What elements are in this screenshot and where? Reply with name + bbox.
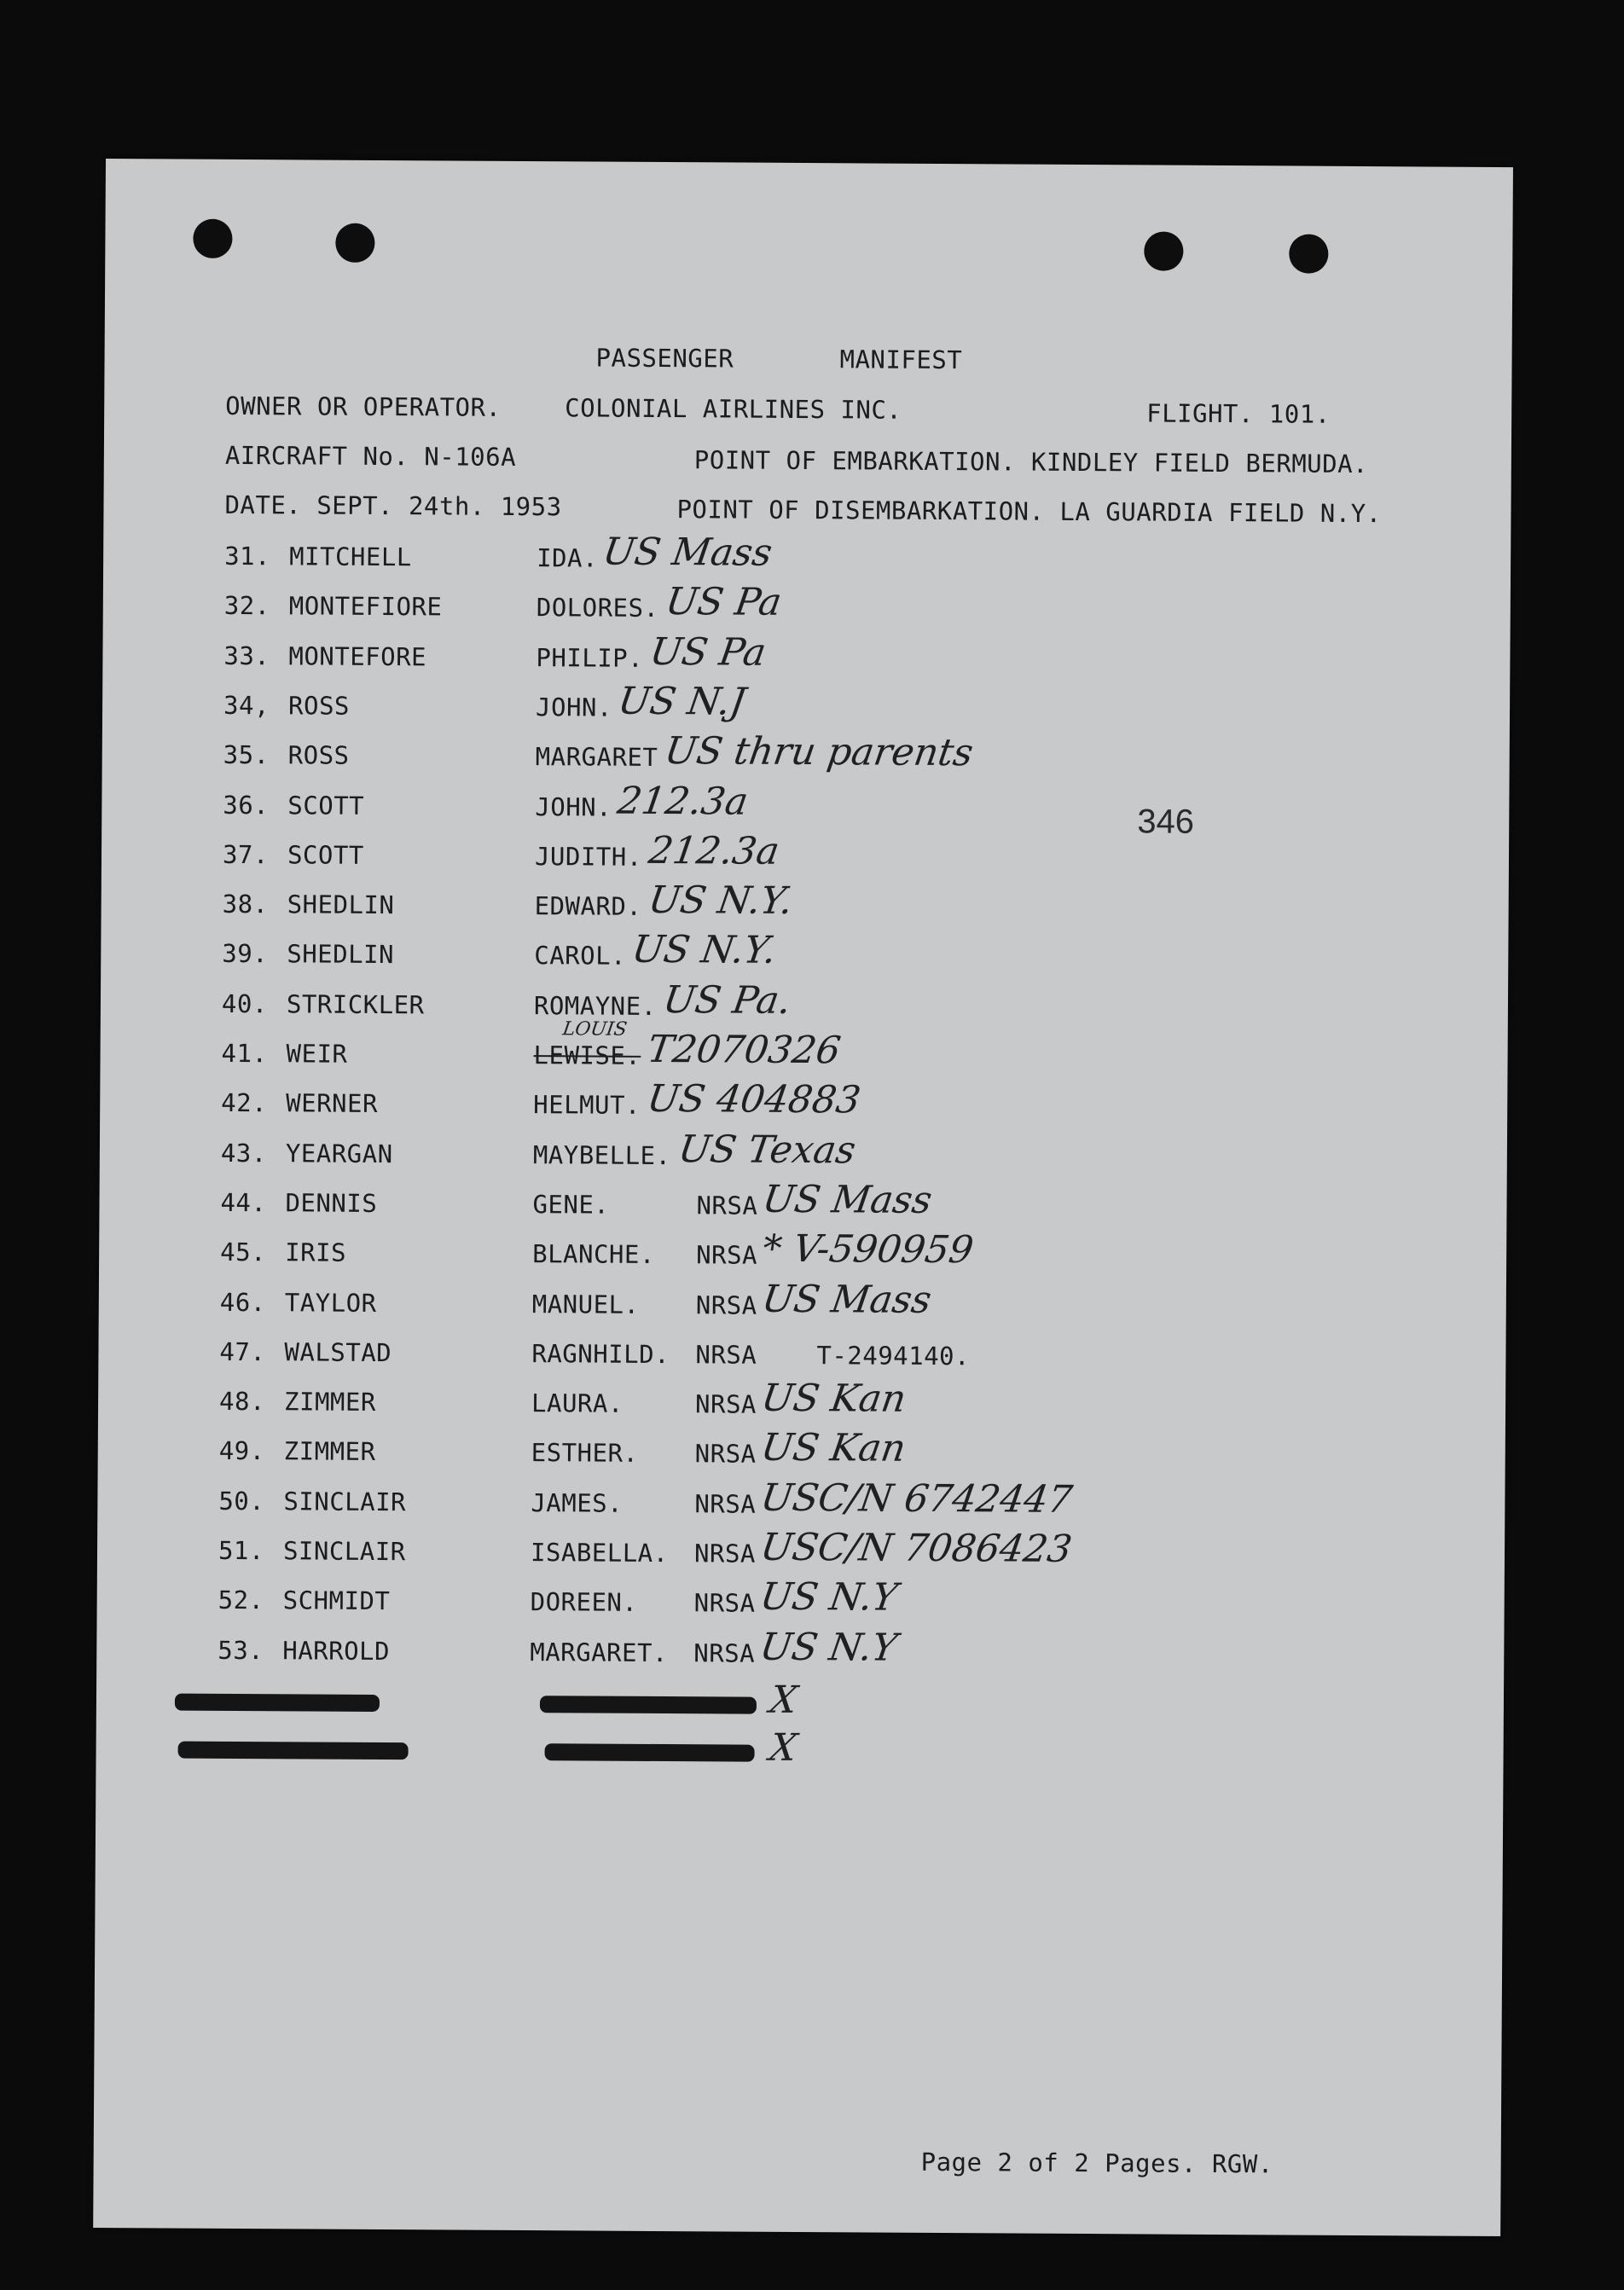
passenger-surname: SINCLAIR: [282, 1536, 406, 1567]
passenger-given-name: MAYBELLE.: [532, 1140, 671, 1171]
passenger-surname: YEARGAN: [285, 1139, 393, 1169]
passenger-number: 41.: [221, 1038, 268, 1069]
passenger-surname: ZIMMER: [283, 1387, 376, 1417]
passenger-surname: MITCHELL: [289, 542, 412, 572]
passenger-surname: MONTEFIORE: [288, 591, 443, 622]
passenger-number: 50.: [218, 1486, 265, 1516]
passenger-surname: SHEDLIN: [287, 939, 395, 970]
aircraft-number: AIRCRAFT No. N-106A: [224, 440, 517, 472]
punch-hole: [193, 219, 232, 258]
passenger-surname: IRIS: [285, 1238, 347, 1267]
passenger-number: 37.: [222, 839, 270, 870]
passenger-given-name: MANUEL.: [531, 1290, 640, 1319]
handwritten-note: US thru parents: [662, 729, 977, 775]
passenger-given-name: EDWARD.: [534, 891, 642, 921]
point-of-embarkation: POINT OF EMBARKATION. KINDLEY FIELD BERMUDA.: [693, 445, 1369, 479]
point-of-disembarkation: POINT OF DISEMBARKATION. LA GUARDIA FIELD N.Y.: [676, 495, 1382, 529]
passenger-status: NRSA: [694, 1439, 757, 1469]
handwritten-note: T2070326: [644, 1027, 844, 1073]
title-manifest: MANIFEST: [839, 345, 963, 375]
handwritten-note: US 404883: [644, 1076, 863, 1122]
passenger-number: 49.: [218, 1435, 265, 1466]
passenger-surname: WEIR: [286, 1039, 348, 1069]
passenger-status: NRSA: [693, 1588, 756, 1618]
passenger-number: 33.: [223, 641, 270, 671]
passenger-given-name: MARGARET: [535, 742, 658, 772]
handwritten-note: US N.Y.: [629, 927, 780, 972]
passenger-surname: WALSTAD: [284, 1337, 392, 1368]
passenger-given-name: DOLORES.: [536, 593, 659, 623]
owner-label: OWNER OR OPERATOR.: [225, 391, 502, 422]
punch-hole: [335, 223, 374, 263]
manifest-page: [93, 159, 1513, 2236]
handwritten-correction: LOUIS: [560, 1018, 629, 1041]
flight-number: FLIGHT. 101.: [1146, 398, 1331, 429]
page-footer: Page 2 of 2 Pages. RGW.: [920, 2147, 1273, 2179]
passenger-given-name: JAMES.: [531, 1488, 624, 1518]
handwritten-note: * V-590959: [759, 1226, 977, 1273]
passenger-surname: STRICKLER: [286, 989, 425, 1020]
passenger-surname: DENNIS: [285, 1188, 378, 1218]
handwritten-note: US N.Y: [757, 1574, 901, 1620]
passenger-status: NRSA: [694, 1489, 757, 1519]
passenger-surname: MONTEFORE: [288, 641, 427, 672]
passenger-number: 45.: [220, 1237, 267, 1267]
manifest-date: DATE. SEPT. 24th. 1953: [224, 490, 562, 522]
owner-value: COLONIAL AIRLINES INC.: [565, 393, 902, 425]
handwritten-note: US N.J: [614, 679, 748, 724]
passenger-given-name: JOHN.: [535, 792, 612, 822]
passenger-number: 52.: [218, 1585, 264, 1615]
passenger-number: 32.: [223, 590, 270, 621]
punch-hole: [1144, 231, 1183, 270]
handwritten-note: US Kan: [758, 1425, 909, 1470]
passenger-surname: SHEDLIN: [287, 890, 395, 920]
passenger-given-name: HELMUT.: [533, 1090, 641, 1120]
handwritten-note: US N.Y.: [645, 878, 796, 923]
passenger-status: NRSA: [695, 1290, 757, 1320]
passenger-given-name: JOHN.: [535, 693, 612, 722]
passenger-given-name: LAURA.: [531, 1388, 624, 1418]
passenger-number: 31.: [224, 541, 271, 571]
handwritten-note: US Kan: [758, 1376, 909, 1421]
passenger-given-name: GENE.: [532, 1190, 610, 1220]
passenger-number: 51.: [218, 1535, 265, 1566]
passenger-status: NRSA: [693, 1638, 756, 1668]
passenger-number: 53.: [218, 1635, 264, 1666]
passenger-number: 47.: [219, 1336, 266, 1367]
passenger-surname: ROSS: [287, 691, 351, 721]
handwritten-note: US N.Y: [757, 1625, 901, 1670]
passenger-given-name: PHILIP.: [536, 643, 644, 673]
redaction-bar: [545, 1743, 755, 1762]
passenger-number: 46.: [219, 1287, 266, 1318]
title-passenger: PASSENGER: [595, 343, 734, 374]
passenger-surname: SCHMIDT: [282, 1586, 391, 1616]
passenger-surname: WERNER: [286, 1088, 379, 1118]
handwritten-mark: X: [767, 1678, 801, 1722]
passenger-given-name: ISABELLA.: [530, 1538, 669, 1568]
passenger-number: 34,: [223, 690, 270, 721]
handwritten-note: USC/N 6742447: [757, 1475, 1076, 1522]
handwritten-note: 212.3a: [645, 828, 782, 873]
passenger-given-name: MARGARET.: [530, 1638, 669, 1668]
passenger-number: 40.: [221, 988, 268, 1019]
passenger-given-name: LEWISE.: [533, 1041, 641, 1070]
handwritten-note: US Pa.: [660, 978, 794, 1023]
passenger-surname: SINCLAIR: [283, 1487, 407, 1517]
handwritten-note: 212.3a: [614, 779, 751, 824]
punch-hole: [1289, 234, 1328, 273]
passenger-surname: TAYLOR: [284, 1288, 377, 1318]
passenger-given-name: BLANCHE.: [532, 1239, 655, 1269]
passenger-number: 42.: [221, 1087, 268, 1118]
handwritten-note: US Pa: [663, 580, 785, 624]
passenger-given-name: IDA.: [536, 543, 599, 573]
handwritten-mark: X: [766, 1725, 800, 1770]
handwritten-note: US Mass: [759, 1277, 935, 1322]
passenger-surname: SCOTT: [287, 791, 365, 820]
handwritten-note: USC/N 7086423: [757, 1525, 1075, 1571]
passenger-given-name: ESTHER.: [531, 1438, 639, 1468]
passenger-number: 48.: [218, 1386, 266, 1417]
passenger-number: 35.: [223, 739, 270, 770]
redaction-bar: [175, 1694, 380, 1712]
passenger-number: 44.: [220, 1187, 267, 1218]
passenger-given-name: RAGNHILD.: [531, 1339, 670, 1370]
passenger-number: 43.: [220, 1138, 267, 1168]
handwritten-note: US Mass: [600, 530, 775, 575]
passenger-number: 39.: [222, 938, 269, 969]
passenger-document-number: T-2494140.: [816, 1341, 971, 1371]
passenger-surname: ZIMMER: [283, 1436, 376, 1466]
passenger-given-name: DOREEN.: [530, 1587, 638, 1617]
redaction-bar: [540, 1696, 757, 1714]
handwritten-note: US Mass: [759, 1177, 935, 1222]
passenger-given-name: CAROL.: [534, 941, 627, 971]
passenger-surname: SCOTT: [287, 840, 364, 870]
passenger-number: 38.: [222, 889, 269, 919]
passenger-given-name: ROMAYNE.: [533, 991, 657, 1021]
passenger-status: NRSA: [696, 1240, 758, 1270]
passenger-status: NRSA: [696, 1191, 758, 1220]
passenger-status: NRSA: [693, 1539, 756, 1568]
redaction-bar: [178, 1742, 409, 1760]
passenger-number: 36.: [223, 790, 270, 820]
passenger-status: NRSA: [694, 1389, 757, 1419]
passenger-surname: HARROLD: [282, 1636, 391, 1667]
stamp-number: 346: [1137, 803, 1195, 841]
handwritten-note: US Pa: [647, 629, 768, 675]
passenger-given-name: JUDITH.: [534, 842, 642, 872]
passenger-status: NRSA: [695, 1340, 757, 1370]
passenger-surname: ROSS: [287, 740, 350, 770]
handwritten-note: US Texas: [675, 1128, 858, 1173]
